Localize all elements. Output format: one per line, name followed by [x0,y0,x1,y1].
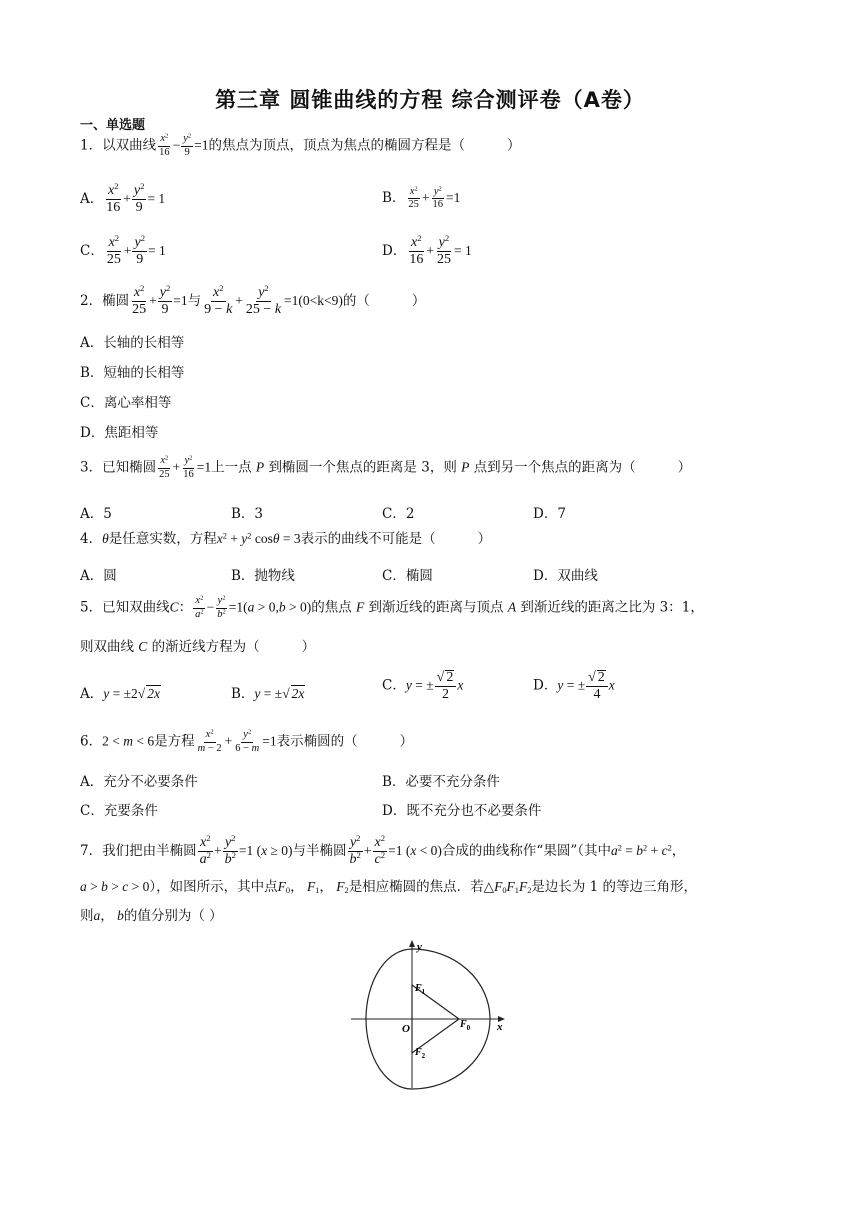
question-text: 以双曲线 [102,137,157,154]
option-b: B．短轴的长相等 [80,365,185,381]
option-b: B．抛物线 [231,568,295,584]
option-b: B．必要不充分条件 [382,774,500,790]
question-number: 1． [80,137,103,154]
option-b: B．3 [231,506,264,522]
question-text: 的焦点为顶点，顶点为焦点的椭圆方程是（ [208,137,466,154]
f2-label: $F_2$ [415,1047,426,1060]
option-d: D．7 [533,506,566,522]
section-heading: 一、单选题 [80,118,146,133]
question-number: 2． [80,293,103,309]
option-c: C．离心率相等 [80,395,172,411]
option-b: B．y = ±√ 2x [231,686,305,702]
option-a: A． $\frac{x^2}{16}$ + $\frac{y^2}{9}$ = 1 [80,181,166,215]
y-axis-label: y [417,941,422,953]
option-c: C．2 [382,506,415,522]
question-3: 3．已知椭圆 $\frac{x^2}{25}$ + $\frac{y^2}{16}$ =1上一点 P 到椭圆一个焦点的距离是 3，则 P 点到另一个焦点的距离为（ ） [80,454,692,480]
option-c: C．y = ± $\frac{√ 2}{2}$ x [382,670,464,702]
question-5-line-2: 则双曲线 C 的渐近线方程为（ ） [80,639,316,655]
option-d: D．双曲线 [533,568,598,584]
option-c: C．椭圆 [382,568,433,584]
option-d: D．既不充分也不必要条件 [382,803,542,819]
f1-label: $F_1$ [415,983,426,996]
option-c: C．充要条件 [80,803,158,819]
f0-label: $F_0$ [460,1019,471,1032]
equation: $\frac{x^2}{16}$ [159,132,170,158]
question-7-line-3: 则a， b的值分别为（ ） [80,908,223,924]
option-a: A．长轴的长相等 [80,335,185,351]
option-a: A．圆 [80,568,117,584]
fruit-ellipse-figure [345,938,515,1093]
y-axis-arrow-icon [409,940,415,947]
option-a: A．y = ±2√ 2x [80,686,160,702]
option-c: C． $\frac{x^2}{25}$ + $\frac{y^2}{9}$ = 1 [80,233,166,267]
page-title: 第三章 圆锥曲线的方程 综合测评卷（A卷） [215,88,645,112]
question-6: 6．2 < m < 6是方程 $\frac{x^2}{m - 2}$ + $\frac{y^2}{6 - m}$ =1表示椭圆的（ ） [80,728,414,754]
question-4: 4．θ是任意实数，方程$x^2 + y^2$ cosθ = 3表示的曲线不可能是（ ） [80,531,492,547]
question-2: 2．椭圆 $\frac{x^2}{25}$ + $\frac{y^2}{9}$ =1与 $\frac{x^2}{9 - k}$ + $\frac{y^2}{25 - k}$ =1(0<k<9)的（ ） [80,283,426,317]
x-axis-label: x [497,1021,503,1033]
question-1: 1．以双曲线 $\frac{x^2}{16}$ − $\frac{y^2}{9}$ =1的焦点为顶点，顶点为焦点的椭圆方程是（ ） [80,132,521,158]
option-a: A．充分不必要条件 [80,774,198,790]
question-5: 5．已知双曲线C： $\frac{x^2}{a^2}$ − $\frac{y^2}{b^2}$ =1(a > 0,b > 0)的焦点 F 到渐近线的距离与顶点 A 到渐近线的距离之比为 3：1， [80,594,704,620]
option-d: D． $\frac{x^2}{16}$ + $\frac{y^2}{25}$ = 1 [382,233,472,267]
option-d: D．焦距相等 [80,425,159,441]
question-7-line-2: a > b > c > 0），如图所示，其中点$F_0$， $F_1$， $F_2$是相应椭圆的焦点．若$\triangle F_0F_1F_2$是边长为 1 的等边三角形， [80,879,698,896]
equation: $\frac{y^2}{9}$ [183,132,192,158]
option-a: A．5 [80,506,112,522]
option-b: B． $\frac{x^2}{25}$ + $\frac{y^2}{16}$ =1 [382,184,461,210]
question-7: 7．我们把由半椭圆 $\frac{x^2}{a^2}$ + $\frac{y^2}{b^2}$ =1 (x ≥ 0)与半椭圆 $\frac{y^2}{b^2}$ + $\frac{x^2}{c^2}$ =1 (x < 0)合成的曲线称作“果圆”（其中$a^2 = b^2 + c^2$， [80,833,686,867]
option-d: D．y = ± $\frac{√ 2}{4}$ x [533,670,615,702]
origin-label: O [402,1023,410,1035]
